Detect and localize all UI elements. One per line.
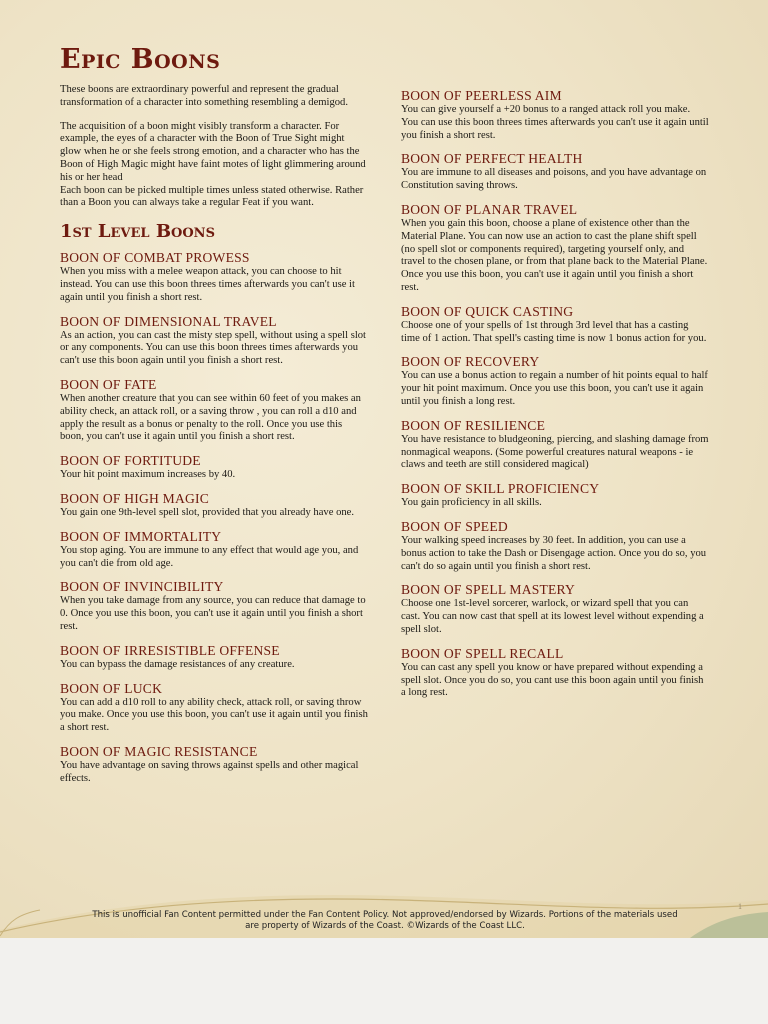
boon-title: BOON OF SPEED <box>401 518 508 534</box>
boon-entry <box>401 481 709 510</box>
boon-description: Your hit point maximum increases by 40. <box>60 469 236 481</box>
boon-entry <box>60 314 368 368</box>
section-heading: 1st Level Boons <box>60 221 215 243</box>
boon-description: Your walking speed increases by 30 feet. In addition, you can use a bonus action to take the Dash or Disengage action. Once you do so, you can't do so again until you finish a short rest. <box>401 534 707 572</box>
boon-description: Choose one of your spells of 1st through 3rd level that has a casting time of 1 action. That spell's casting time is now 1 bonus action for you. <box>401 319 707 344</box>
boon-entry <box>401 151 709 193</box>
boon-entry <box>60 744 368 786</box>
boon-entry <box>401 202 709 295</box>
boon-description: You can bypass the damage resistances of any creature. <box>60 658 295 670</box>
boon-title: BOON OF QUICK CASTING <box>401 303 574 319</box>
boon-description: When you gain this boon, choose a plane of existence other than the Material Plane. You can now use an action to cast the plane shift spell (no spell slot or components required), targeting yourself only, and travel to the chosen plane, or from that plane back to the Material Plane. Once you use this boon, you can't use it again until you finish a short rest. <box>401 217 708 293</box>
intro-paragraph-3: Each boon can be picked multiple times unless stated otherwise. Rather than a Boon you can always take a regular Feat if you want. <box>60 184 364 209</box>
page-number: 1 <box>738 902 742 911</box>
boon-title: BOON OF LUCK <box>60 680 163 696</box>
boon-description: You gain proficiency in all skills. <box>401 497 542 509</box>
boon-description: You can cast any spell you know or have prepared without expending a spell slot. Once you do so, you cant use this boon again until you finish a long rest. <box>401 661 704 699</box>
boon-title: BOON OF PLANAR TRAVEL <box>401 201 578 217</box>
page-title: Epic Boons <box>60 44 221 75</box>
viewer-background <box>0 938 768 1024</box>
boon-entry <box>401 88 709 142</box>
boon-description: When another creature that you can see within 60 feet of you makes an ability check, an attack roll, or a saving throw , you can roll a d10 and apply the result as a bonus or penalty to the roll. Once you use this boon, you can't use it again until you finish a short rest. <box>60 392 361 443</box>
boon-entry <box>60 681 368 735</box>
boon-entry <box>401 646 709 700</box>
intro-paragraph-2: The acquisition of a boon might visibly transform a character. For example, the eyes of a character with the Boon of True Sight might glow when he or she feels strong emotion, and a character who has the Boon of High Magic might have faint motes of light glimmering around his or her head <box>60 120 366 183</box>
boon-title: BOON OF SPELL MASTERY <box>401 582 576 598</box>
boon-title: BOON OF FORTITUDE <box>60 453 201 469</box>
boon-title: BOON OF PERFECT HEALTH <box>401 151 583 167</box>
boon-title: BOON OF COMBAT PROWESS <box>60 250 250 266</box>
boon-entry <box>401 418 709 472</box>
boon-title: BOON OF SKILL PROFICIENCY <box>401 481 600 497</box>
boon-description: As an action, you can cast the misty step spell, without using a spell slot or any components. You can use this boon threes times afterwards you can't use this boon again until you finish a short rest. <box>60 329 366 367</box>
boon-title: BOON OF RECOVERY <box>401 354 540 370</box>
boon-description: Choose one 1st-level sorcerer, warlock, or wizard spell that you can cast. You can now cast that spell at its lowest level without expending a spell slot. <box>401 598 704 635</box>
boon-entry <box>401 519 709 573</box>
boon-entry <box>60 529 368 571</box>
right-boon-list <box>401 88 709 700</box>
boon-description: You are immune to all diseases and poisons, and you have advantage on Constitution saving throws. <box>401 167 707 192</box>
boon-description: You can use a bonus action to regain a number of hit points equal to half your hit point maximum. Once you use this boon, you can't use it again until you finish a long rest. <box>401 370 708 407</box>
footer-legal <box>40 910 730 932</box>
boon-title: BOON OF INVINCIBILITY <box>60 579 224 595</box>
boon-entry <box>60 491 368 520</box>
boon-title: BOON OF SPELL RECALL <box>401 645 564 661</box>
left-boon-list <box>60 250 368 785</box>
boon-title: BOON OF RESILIENCE <box>401 417 546 433</box>
boon-description: You have resistance to bludgeoning, piercing, and slashing damage from nonmagical weapons. (Some powerful creatures natural weapons - ie claws and teeth are still considered magical) <box>401 433 709 471</box>
boon-description: You can give yourself a +20 bonus to a ranged attack roll you make. You can use this boon threes times afterwards you can't use it again until you finish a short rest. <box>401 104 709 141</box>
boon-entry <box>60 377 368 444</box>
boon-description: When you miss with a melee weapon attack, you can choose to hit instead. You can use this boon threes times afterwards you can't use it again until you finish a short rest. <box>60 266 355 303</box>
boon-entry <box>401 354 709 408</box>
boon-description: You have advantage on saving throws against spells and other magical effects. <box>60 759 359 784</box>
boon-entry <box>401 304 709 346</box>
boon-description: You gain one 9th-level spell slot, provided that you already have one. <box>60 506 355 518</box>
boon-description: You can add a d10 roll to any ability check, attack roll, or saving throw you make. Once you use this boon, you can't use it again until you finish a short rest. <box>60 696 368 734</box>
left-column <box>60 84 368 795</box>
boon-title: BOON OF IRRESISTIBLE OFFENSE <box>60 642 280 658</box>
boon-entry <box>60 579 368 633</box>
boon-entry <box>60 453 368 482</box>
right-column <box>401 88 709 709</box>
boon-title: BOON OF MAGIC RESISTANCE <box>60 743 258 759</box>
boon-title: BOON OF HIGH MAGIC <box>60 490 209 506</box>
intro-paragraph-1: These boons are extraordinary powerful and represent the gradual transformation of a character into something resembling a demigod. <box>60 84 349 108</box>
boon-description: You stop aging. You are immune to any effect that would age you, and you can't die from old age. <box>60 544 359 569</box>
boon-entry <box>401 582 709 636</box>
boon-entry <box>60 250 368 304</box>
boon-title: BOON OF FATE <box>60 376 157 392</box>
footer-line-2: are property of Wizards of the Coast. ©Wizards of the Coast LLC. <box>245 921 525 931</box>
boon-title: BOON OF DIMENSIONAL TRAVEL <box>60 313 277 329</box>
boon-title: BOON OF IMMORTALITY <box>60 528 222 544</box>
boon-description: When you take damage from any source, you can reduce that damage to 0. Once you use this boon, you can't use it again until you finish a short rest. <box>60 595 366 632</box>
footer-line-1: This is unofficial Fan Content permitted under the Fan Content Policy. Not approved/endorsed by Wizards. Portions of the materials used <box>92 910 678 920</box>
boon-entry <box>60 643 368 672</box>
boon-title: BOON OF PEERLESS AIM <box>401 88 562 103</box>
